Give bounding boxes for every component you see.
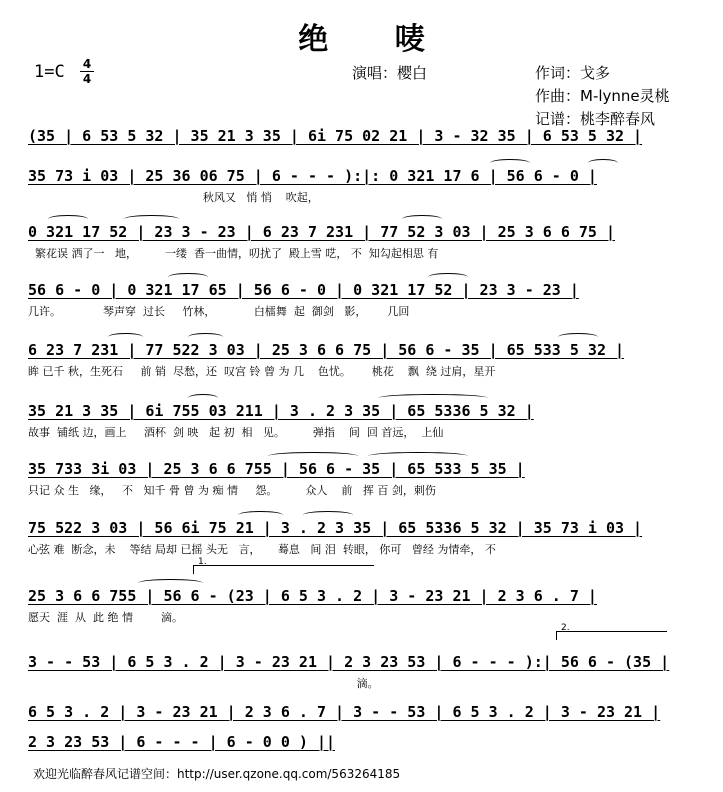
- time-signature: [80, 58, 94, 85]
- transcriber-credit: 记谱：桃李醉春风: [535, 110, 656, 128]
- notation-line: 35 21 3 35 | 6i 755 03 211 | 3 . 2 3 35 | 65 5336 5 32 |: [28, 402, 534, 420]
- lyric-line: 愿天 涯 从 此 绝 情 滴。: [28, 611, 183, 624]
- lyric-line: 故事 铺纸 边，画上 酒杯 剑 映 起 初 相 见。 弹指 间 回 首远， 上仙: [28, 426, 444, 439]
- notation-line: 35 733 3i 03 | 25 3 6 6 755 | 56 6 - 35 | 65 533 5 35 |: [28, 460, 525, 478]
- time-signature-bottom: 4: [82, 72, 92, 86]
- singer-credit: 演唱：樱白: [352, 64, 428, 82]
- notation-line: 0 321 17 52 | 23 3 - 23 | 6 23 7 231 | 77 52 3 03 | 25 3 6 6 75 |: [28, 223, 615, 241]
- second-ending-label: 2.: [561, 623, 570, 633]
- lyric-line: 眸 已千 秋，生死石 前 销 尽愁，还 叹宫 铃 曾 为 几 色忧。 桃花 飘 绕 过肩，星开: [28, 365, 496, 378]
- notation-line: 6 23 7 231 | 77 522 3 03 | 25 3 6 6 75 | 56 6 - 35 | 65 533 5 32 |: [28, 341, 625, 359]
- time-signature-top: 4: [82, 57, 92, 71]
- lyric-line: 心弦 难 断念，未 等结 局却 已摇 头无 言， 蓦息 间 泪 转眼， 你可 曾经 为情牵， 不: [28, 543, 496, 556]
- second-ending-bracket: [556, 623, 667, 640]
- lyric-line: 繁花误 洒了一 地， 一缕 香一曲情，叨扰了 殿上雪 呓， 不 知勾起相思 有: [28, 247, 439, 260]
- notation-line: 2 3 23 53 | 6 - - - | 6 - 0 0 ) ||: [28, 733, 336, 751]
- notation-line: 35 73 i 03 | 25 36 06 75 | 6 - - - ):|: 0 321 17 6 | 56 6 - 0 |: [28, 167, 597, 185]
- lyric-line: 只记 众 生 缘， 不 知千 骨 曾 为 痴 情 怨。 众人 前 挥 百 剑，刺伤: [28, 484, 436, 497]
- composer-credit: 作曲：M-lynne灵桃: [535, 87, 670, 105]
- first-ending-bracket: [193, 557, 374, 574]
- song-title: 绝 唛: [298, 22, 453, 57]
- lyric-line: 秋风又 悄 悄 吹起，: [28, 191, 319, 204]
- lyric-line: 几许。 琴声穿 过长 竹林， 白檑舞 起 御剑 影， 几回: [28, 305, 410, 318]
- notation-line: 6 5 3 . 2 | 3 - 23 21 | 2 3 6 . 7 | 3 - - 53 | 6 5 3 . 2 | 3 - 23 21 |: [28, 703, 661, 721]
- footer-link-text: 欢迎光临醉春风记谱空间：http://user.qzone.qq.com/563264185: [33, 767, 401, 781]
- first-ending-label: 1.: [198, 557, 207, 567]
- notation-line: 56 6 - 0 | 0 321 17 65 | 56 6 - 0 | 0 321 17 52 | 23 3 - 23 |: [28, 281, 579, 299]
- lyricist-credit: 作词：戈多: [535, 64, 611, 82]
- lyric-line: 滴。: [28, 677, 379, 690]
- notation-line: (35 | 6 53 5 32 | 35 21 3 35 | 6i 75 02 21 | 3 - 32 35 | 6 53 5 32 |: [28, 127, 643, 145]
- key-signature: 1=C: [34, 62, 65, 82]
- notation-line: 75 522 3 03 | 56 6i 75 21 | 3 . 2 3 35 | 65 5336 5 32 | 35 73 i 03 |: [28, 519, 643, 537]
- notation-line: 3 - - 53 | 6 5 3 . 2 | 3 - 23 21 | 2 3 23 53 | 6 - - - ):| 56 6 - (35 |: [28, 653, 670, 671]
- notation-line: 25 3 6 6 755 | 56 6 - (23 | 6 5 3 . 2 | 3 - 23 21 | 2 3 6 . 7 |: [28, 587, 597, 605]
